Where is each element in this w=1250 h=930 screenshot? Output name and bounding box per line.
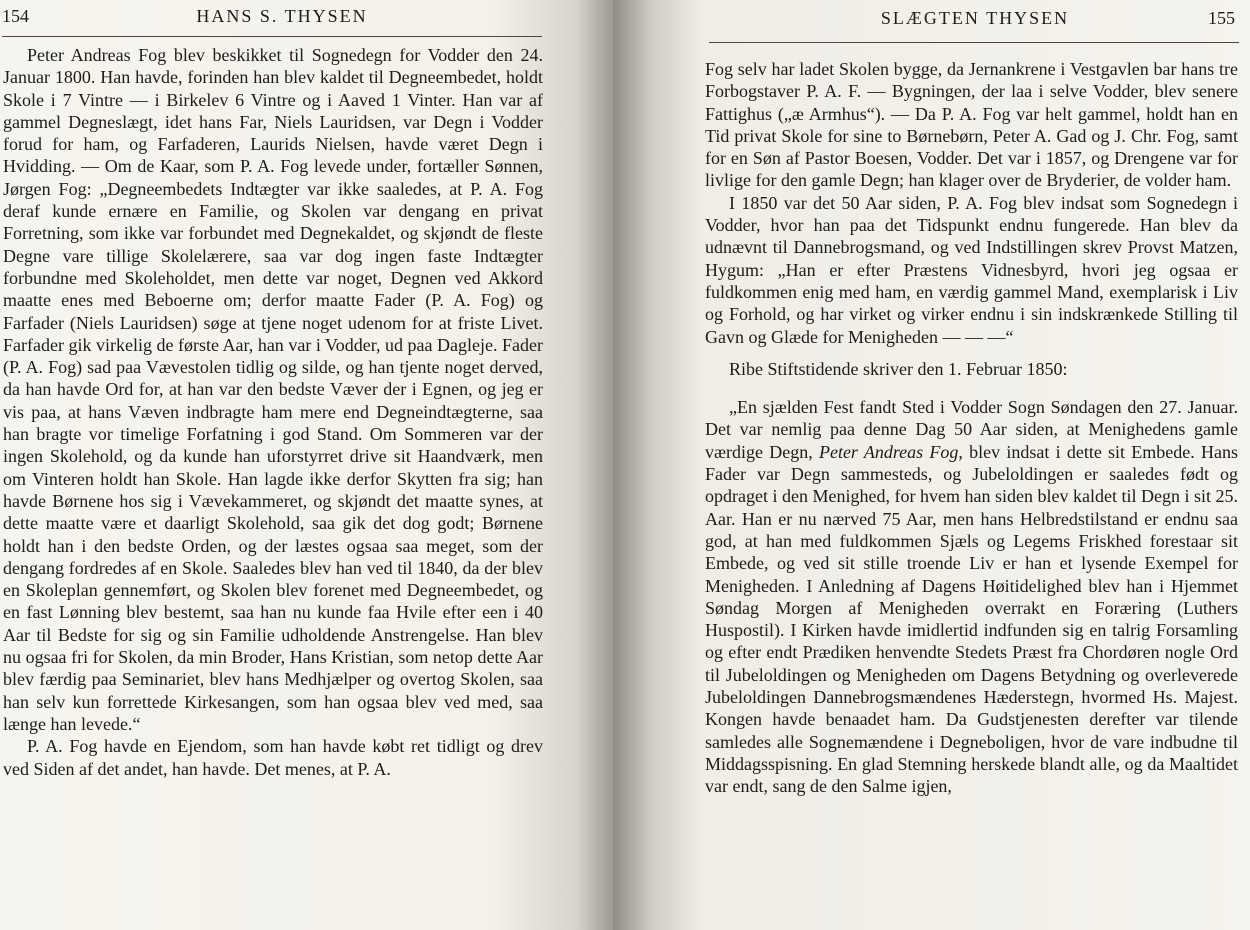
right-page-text [705, 58, 1238, 798]
paragraph: I 1850 var det 50 Aar siden, P. A. Fog blev indsat som Sognedegn i Vodder, hvor han paa det Tidspunkt endnu fungerede. Han blev da udnævnt til Dannebrogsmand, og ved Indstillingen skrev Provst Matzen, Hygum: „Han er efter Præstens Vidnesbyrd, hvori jeg ogsaa er fuldkommen enig med ham, en værdig gammel Mand, exemplarisk i Liv og Forhold, og har virket og virker endnu i sin indskrænkede Stilling til Gavn og Glæde for Menigheden — — —“ [705, 192, 1238, 347]
italic-name: Peter Andreas Fog [818, 441, 959, 462]
left-page-text [3, 44, 543, 780]
paragraph: Fog selv har ladet Skolen bygge, da Jernankrene i Vestgavlen bar hans tre Forbogstaver P. A. F. — Bygningen, der laa i selve Vodder, blev senere Fattighus („æ Armhus“). — Da P. A. Fog var helt gammel, holdt han en Tid privat Skole for sine to Børnebørn, Peter A. Gad og J. Chr. Fog, samt for en Søn af Pastor Boesen, Vodder. Det var i 1857, og Drengene var for livlige for den gamle Degn; han klager over de Bryderier, de volder ham. [705, 59, 1238, 191]
running-head: SLÆGTEN THYSEN [880, 8, 1070, 28]
paragraph: P. A. Fog havde en Ejendom, som han havde købt ret tidligt og drev ved Siden af det andet, han havde. Det menes, at P. A. [3, 736, 543, 779]
right-page [613, 0, 1250, 930]
quoted-article [705, 396, 1238, 797]
left-page-header [2, 6, 542, 28]
header-rule [2, 36, 542, 37]
page-number: 154 [2, 6, 29, 26]
quote-text: , blev indsat i dette sit Embede. Hans Fader var Degn sammesteds, og Jubeloldingen er saaledes født og opdraget i den Menighed, for hvem han siden blev kaldet til Degn i sit 25. Aar. Han er nu nærved 75 Aar, men hans Helbredstilstand er endnu saa god, at han med fuldkommen Sjæls og Legems Friskhed forestaar sit Embede, og ved sit stille troende Liv er han et lysende Exempel for Menigheden. I Anledning af Dagens Høitidelighed blev han i Hjemmet Søndag Morgen af Menigheden overrakt en Foræring (Luthers Huspostil). I Kirken havde imidlertid indfunden sig en talrig Forsamling og efter endt Prædiken henvendte Stedets Præst fra Chordøren nogle Ord til Jubeloldingen og Menigheden om Dagens Betydning og overleverede Jubeloldingen Dannebrogsmændenes Hæderstegn, hvormed Hs. Majest. Kongen havde benaadet ham. Da Gudstjenesten derefter var tilende samledes alle Sognemændene i Degneboligen, hvor de vare indbudne til Middagsspisning. En glad Stemning herskede blandt alle, og da Maaltidet var endt, sang de den Salme igjen, [705, 441, 1238, 797]
paragraph: Peter Andreas Fog blev beskikket til Sognedegn for Vodder den 24. Januar 1800. Han havde, forinden han blev kaldet til Degneembedet, holdt Skole i 7 Vintre — i Birkelev 6 Vintre og i Aaved 1 Vinter. Han var af gammel Degneslægt, idet hans Far, Niels Lauridsen, var Degn i Vodder forud for ham, og Farfaderen, Laurids Nielsen, havde været Degn i Hvidding. — Om de Kaar, som P. A. Fog levede under, fortæller Sønnen, Jørgen Fog: „Degneembedets Indtægter var ikke saaledes, at P. A. Fog deraf kunde ernære en Familie, og Skolen var dengang en privat Forretning, som ikke var forbundet med Degnekaldet, og skjøndt de fleste Degne vare tillige Skolelærere, saa var dog ingen faste Indtægter forbundne med Skoleholdet, men dette var noget, Degnen ved Akkord maatte enes med Beboerne om; derfor maatte Fader (P. A. Fog) og Farfader (Niels Lauridsen) søge at tjene noget udenom for at friste Livet. Farfader gik virkelig de første Aar, han var i Vodder, ud paa Dagleje. Fader (P. A. Fog) sad paa Vævestolen tidlig og silde, og han tjente noget derved, da han havde Ord for, at han var den bedste Væver der i Egnen, og jeg er vis paa, at hans Væven indbragte ham mere end Degneindtægterne, saa han bragte vor timelige Forfatning i god Stand. Om Sommeren var der ingen Skolehold, og da kunde han uforstyrret drive sit Haandværk, men om Vinteren holdt han Skole. Han lagde ikke derfor Skytten fra sig; han havde Børnene hos sig i Vævekammeret, og skjøndt det maatte synes, at dette maatte være et daarligt Skolehold, saa gik det dog godt; Børnene holdt han i den bedste Orden, og der læstes ogsaa saa meget, som der dengang fordredes af en Skole. Saaledes blev han ved til 1840, da der blev en Skoleplan gennemført, og Skolen blev forenet med Degneembedet, og en fast Lønning blev bestemt, saa han nu kunde faa Hvile efter een i 40 Aar til Bedste for sig og sin Familie udholdende Anstrengelse. Han blev nu ogsaa fri for Skolen, da min Broder, Hans Kristian, som netop dette Aar blev færdig paa Seminariet, blev hans Medhjælper og overtog Skolen, saa han selv kun forrettede Kirkesangen, som han ogsaa blev ved med, saa længe han levede.“ [3, 45, 543, 734]
page-number: 155 [1208, 8, 1235, 28]
right-page-header [715, 8, 1235, 30]
paragraph: Ribe Stiftstidende skriver den 1. Februar 1850: [729, 358, 1068, 379]
running-head: HANS S. THYSEN [196, 6, 368, 26]
left-page [0, 0, 613, 930]
header-rule [709, 42, 1239, 43]
quote-text: „En sjælden Fest fandt Sted i Vodder Sogn Søndagen den 27. Januar. Det var nemlig paa denne Dag 50 Aar siden, at Menighedens gamle værdige Degn, [705, 397, 1238, 462]
